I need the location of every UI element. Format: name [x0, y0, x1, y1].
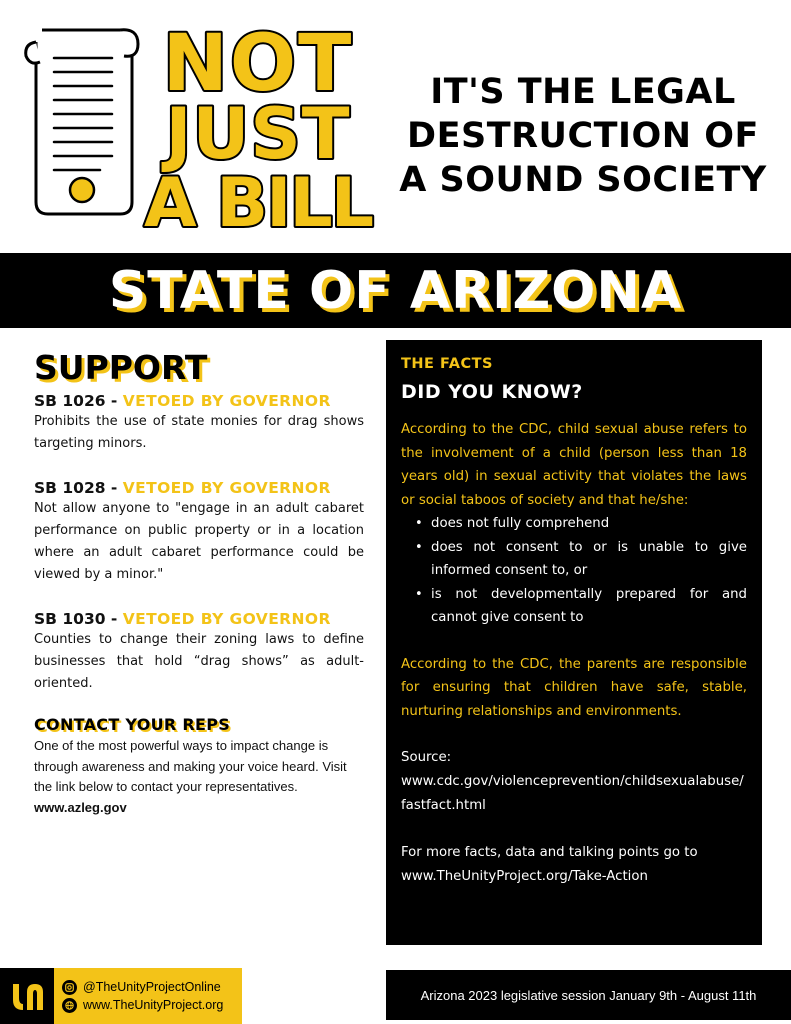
- logo-line-1: NOT: [162, 19, 354, 109]
- bill-status: VETOED BY GOVERNOR: [122, 392, 331, 410]
- headline-line-3: A SOUND SOCIETY: [399, 160, 767, 200]
- session-dates: Arizona 2023 legislative session January 9th - August 11th: [420, 987, 757, 1003]
- bullet-text: is not developmentally prepared for and cannot give consent to: [431, 586, 747, 625]
- session-bar: [386, 970, 791, 1020]
- source-link[interactable]: www.cdc.gov/violenceprevention/childsexualabuse/fastfact.html: [401, 774, 744, 813]
- azleg-link[interactable]: www.azleg.gov: [34, 799, 127, 815]
- list-item: [415, 536, 747, 583]
- more-facts-text: For more facts, data and talking points go to: [401, 845, 698, 860]
- logo-graphic: [20, 12, 380, 237]
- social-links: [62, 980, 223, 1013]
- unity-project-logo-icon: [0, 968, 54, 1024]
- spacer: [401, 723, 747, 746]
- headline-line-1: IT'S THE LEGAL: [430, 72, 736, 112]
- scroll-icon: [26, 30, 138, 214]
- source-label: Source:: [401, 750, 452, 765]
- instagram-handle: @TheUnityProjectOnline: [83, 980, 221, 994]
- footer-social: [0, 968, 242, 1024]
- bullet-text: does not consent to or is unable to give informed consent to, or: [431, 539, 747, 578]
- bullet-icon: •: [415, 539, 423, 555]
- bill-status: VETOED BY GOVERNOR: [122, 479, 331, 497]
- bill-number: SB 1028 -: [34, 479, 123, 497]
- bill-description: Prohibits the use of state monies for drag shows targeting minors.: [34, 414, 364, 451]
- headline: [388, 70, 778, 202]
- bill-number: SB 1026 -: [34, 392, 123, 410]
- logo-line-2: JUST: [165, 93, 351, 175]
- take-action-link[interactable]: www.TheUnityProject.org/Take-Action: [401, 869, 648, 884]
- website-row[interactable]: [62, 998, 223, 1013]
- bill-heading: [34, 479, 364, 498]
- facts-title: DID YOU KNOW?: [401, 381, 583, 403]
- instagram-icon: [62, 980, 77, 995]
- not-just-a-bill-logo: [20, 12, 380, 237]
- bill-item: [34, 610, 364, 695]
- bill-description: Counties to change their zoning laws to define businesses that hold “drag shows” as adult-oriented.: [34, 632, 364, 691]
- list-item: [415, 512, 747, 536]
- bill-heading: [34, 392, 364, 411]
- bill-item: [34, 479, 364, 586]
- bill-heading: [34, 610, 364, 629]
- bill-item: [34, 392, 364, 455]
- facts-parents: According to the CDC, the parents are responsible for ensuring that children have safe, stable, nurturing relationships and environments.: [401, 656, 747, 719]
- support-section: [34, 348, 364, 818]
- contact-reps-title: CONTACT YOUR REPS: [34, 715, 231, 734]
- spacer: [401, 818, 747, 841]
- website-url: www.TheUnityProject.org: [83, 998, 224, 1012]
- bill-status: VETOED BY GOVERNOR: [122, 610, 331, 628]
- state-banner: [0, 253, 791, 328]
- headline-line-2: DESTRUCTION OF: [407, 116, 759, 156]
- logo-line-3: A BILL: [143, 164, 373, 237]
- instagram-row[interactable]: [62, 980, 223, 995]
- bill-number: SB 1030 -: [34, 610, 123, 628]
- list-item: [415, 583, 747, 630]
- bullet-icon: •: [415, 586, 423, 602]
- facts-bullet-list: [415, 512, 747, 630]
- facts-intro: According to the CDC, child sexual abuse refers to the involvement of a child (person less than 18 years old) in sexual activity that violates the laws or social taboos of society and that he/she:: [401, 422, 747, 508]
- state-banner-title: STATE OF ARIZONA: [108, 260, 683, 321]
- bullet-icon: •: [415, 516, 423, 531]
- globe-icon: [62, 998, 77, 1013]
- spacer: [401, 630, 747, 653]
- contact-reps-description: One of the most powerful ways to impact change is through awareness and making your voice heard. Visit the link below to contact your representatives.: [34, 738, 347, 794]
- bill-description: Not allow anyone to "engage in an adult cabaret performance on public property or in a location where an adult cabaret performance could be viewed by a minor.": [34, 501, 364, 582]
- facts-kicker: THE FACTS: [401, 356, 493, 372]
- facts-panel: [386, 340, 762, 945]
- unity-mark-graphic: [7, 976, 47, 1016]
- support-title: SUPPORT: [34, 348, 208, 387]
- bullet-text: does not fully comprehend: [431, 516, 610, 531]
